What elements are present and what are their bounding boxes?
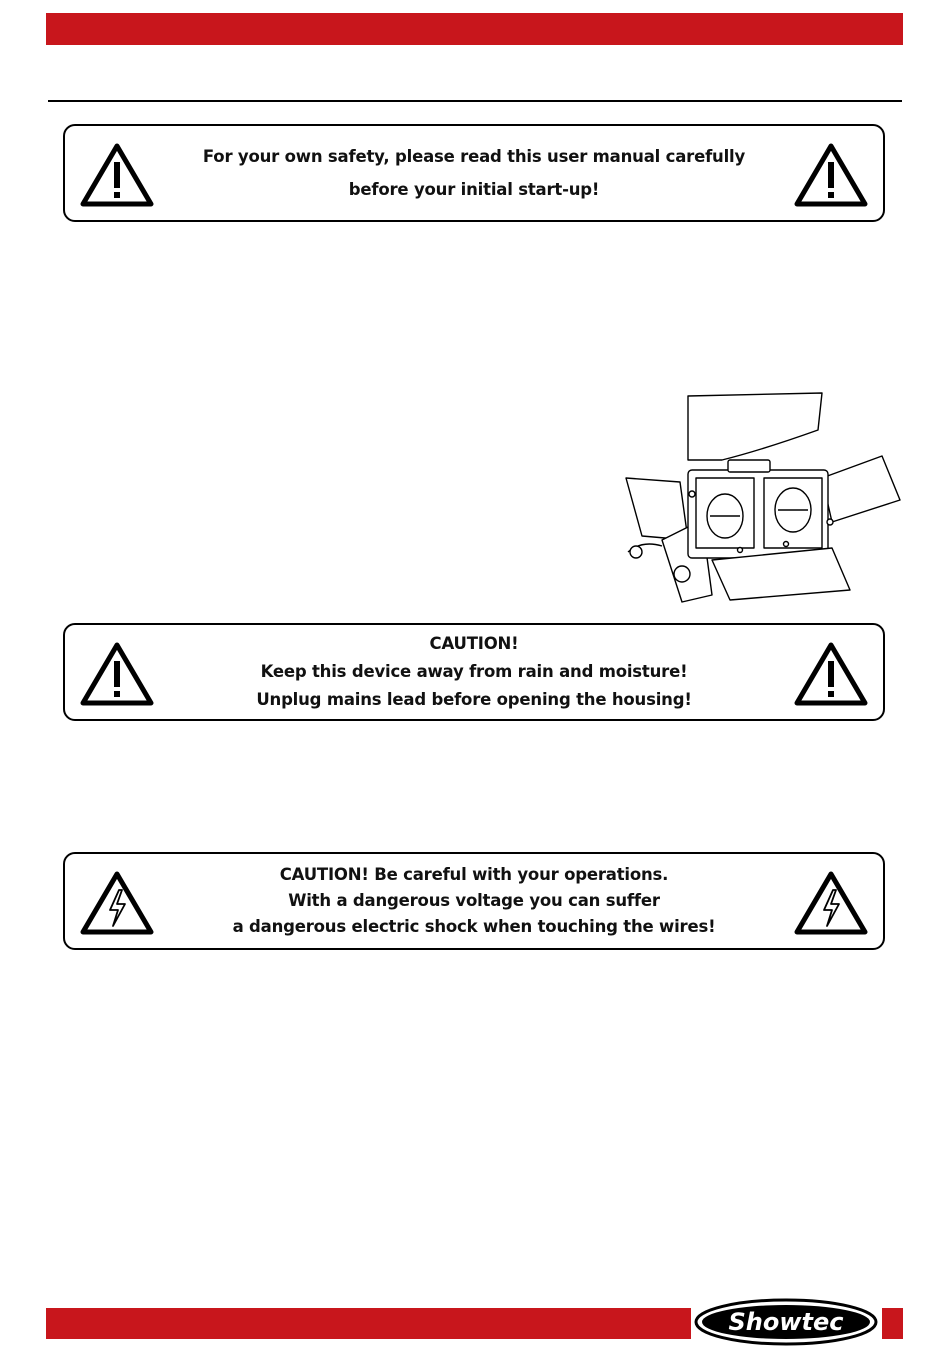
safety-notice-line-2: before your initial start-up! xyxy=(348,180,600,199)
electric-caution-line-2: With a dangerous voltage you can suffer xyxy=(288,891,660,910)
exclamation-triangle-icon xyxy=(79,142,155,208)
safety-notice-box xyxy=(63,124,885,222)
high-voltage-triangle-icon xyxy=(79,870,155,936)
electric-caution-line-1: CAUTION! Be careful with your operations. xyxy=(279,865,669,884)
moisture-caution-line-2: Keep this device away from rain and moisture! xyxy=(260,662,688,681)
logo-text: Showtec xyxy=(728,1308,844,1336)
electric-caution-line-3: a dangerous electric shock when touching the wires! xyxy=(232,917,716,936)
high-voltage-triangle-icon xyxy=(793,870,869,936)
footer-red-bar xyxy=(46,1308,691,1339)
safety-notice-line-1: For your own safety, please read this user manual carefully xyxy=(202,147,746,166)
moisture-caution-line-1: CAUTION! xyxy=(429,634,519,653)
exclamation-triangle-icon xyxy=(793,641,869,707)
showtec-logo xyxy=(694,1298,878,1346)
exclamation-triangle-icon xyxy=(79,641,155,707)
moisture-caution-box xyxy=(63,623,885,721)
header-rule xyxy=(48,100,902,102)
moisture-caution-line-3: Unplug mains lead before opening the housing! xyxy=(256,690,692,709)
electric-shock-caution-box xyxy=(63,852,885,950)
footer-red-bar-end xyxy=(882,1308,903,1339)
exclamation-triangle-icon xyxy=(793,142,869,208)
header-red-bar xyxy=(46,13,903,45)
led-par-device-illustration xyxy=(622,390,904,605)
